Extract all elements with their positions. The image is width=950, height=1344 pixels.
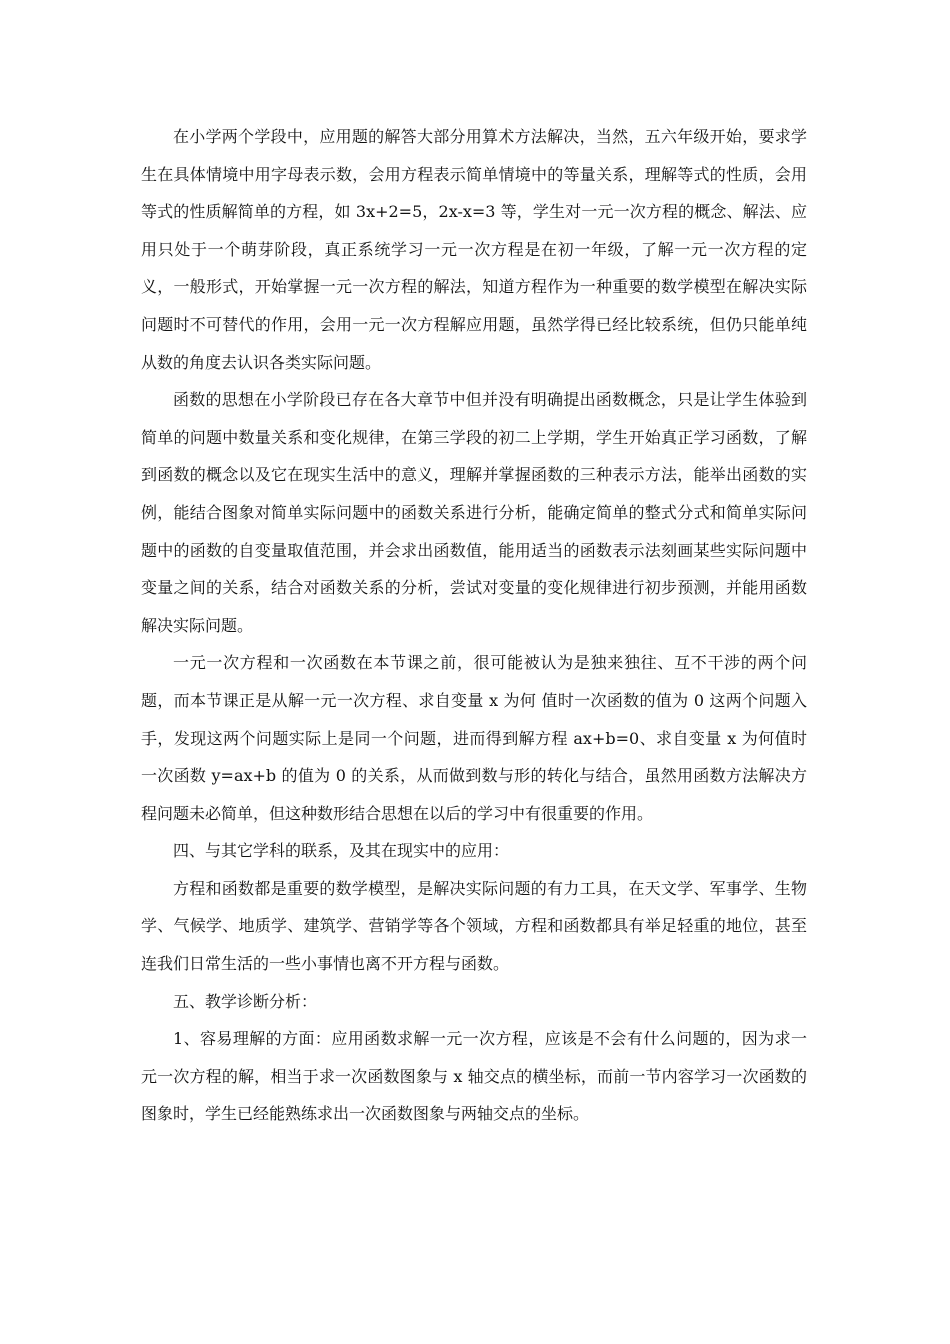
paragraph-function-concept: 函数的思想在小学阶段已存在各大章节中但并没有明确提出函数概念，只是让学生体验到简单的问题中数量关系和变化规律，在第三学段的初二上学期，学生开始真正学习函数，了解到函数的概念以及它在现实生活中的意义，理解并掌握函数的三种表示方法，能举出函数的实例，能结合图象对简单实际问题中的函数关系进行分析，能确定简单的整式分式和简单实际问题中的函数的自变量取值范围，并会求出函数值，能用适当的函数表示法刻画某些实际问题中变量之间的关系，结合对函数关系的分析，尝试对变量的变化规律进行初步预测，并能用函数解决实际问题。 — [141, 390, 807, 635]
section-heading-teaching-diagnosis: 五、教学诊断分析： — [173, 991, 318, 1011]
section-heading-cross-discipline: 四、与其它学科的联系，及其在现实中的应用： — [173, 841, 510, 861]
paragraph-applications: 方程和函数都是重要的数学模型，是解决实际问题的有力工具，在天文学、军事学、生物学、气候学、地质学、建筑学、营销学等各个领域，方程和函数都具有举足轻重的地位，甚至连我们日常生活的一些小事情也离不开方程与函数。 — [141, 878, 807, 974]
paragraph-equation-function-link: 一元一次方程和一次函数在本节课之前，很可能被认为是独来独往、互不干涉的两个问题，而本节课正是从解一元一次方程、求自变量 x 为何 值时一次函数的值为 0 这两个问题入手，发现这两个问题实际上是同一个问题，进而得到解方程 ax+b=0、求自变量 x 为何值时一次函数 y=ax+b 的值为 0 的关系，从而做到数与形的转化与结合，虽然用函数方法解决方程问题未必简单，但这种数形结合思想在以后的学习中有很重要的作用。 — [141, 653, 807, 823]
document-body — [141, 118, 807, 1133]
paragraph-arithmetic-to-equations: 在小学两个学段中，应用题的解答大部分用算术方法解决，当然，五六年级开始，要求学生在具体情境中用字母表示数，会用方程表示简单情境中的等量关系，理解等式的性质，会用等式的性质解简单的方程，如 3x+2=5，2x-x=3 等，学生对一元一次方程的概念、解法、应用只处于一个萌芽阶段，真正系统学习一元一次方程是在初一年级，了解一元一次方程的定义，一般形式，开始掌握一元一次方程的解法，知道方程作为一种重要的数学模型在解决实际问题时不可替代的作用，会用一元一次方程解应用题，虽然学得已经比较系统，但仍只能单纯从数的角度去认识各类实际问题。 — [141, 127, 807, 372]
paragraph-easy-to-understand: 1、容易理解的方面：应用函数求解一元一次方程，应该是不会有什么问题的，因为求一元一次方程的解，相当于求一次函数图象与 x 轴交点的横坐标，而前一节内容学习一次函数的图象时，学生已经能熟练求出一次函数图象与两轴交点的坐标。 — [141, 1029, 807, 1124]
